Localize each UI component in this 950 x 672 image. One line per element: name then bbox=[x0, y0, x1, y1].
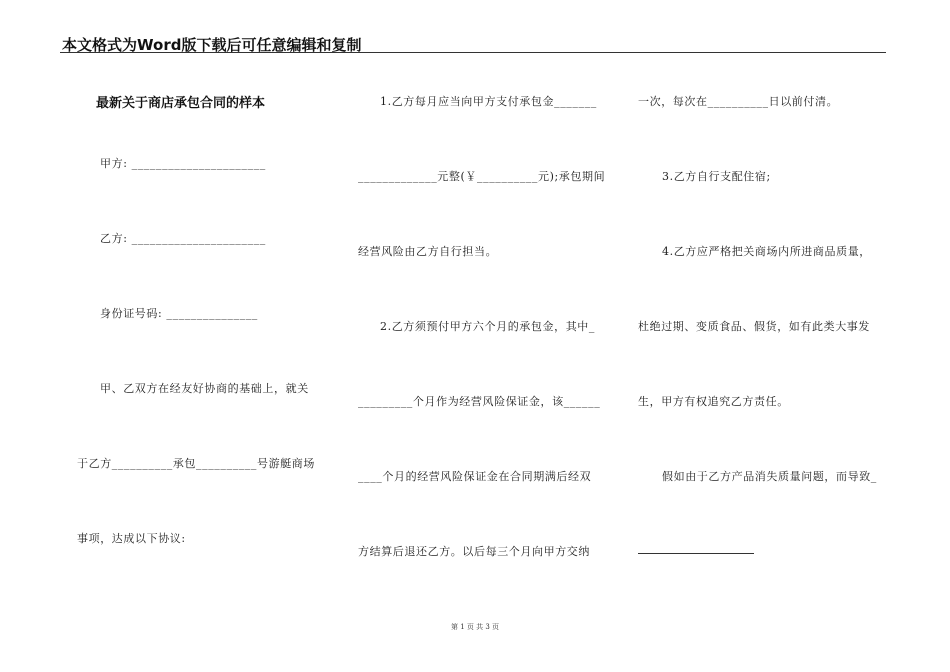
header-divider bbox=[60, 52, 886, 53]
clause-5-line-1: 假如由于乙方产品消失质量问题，而导致_ bbox=[662, 470, 877, 483]
id-number-line: 身份证号码: _______________ bbox=[100, 307, 258, 320]
clause-4-line-2: 杜绝过期、变质食品、假货，如有此类大事发 bbox=[638, 320, 870, 333]
party-b-line: 乙方: ______________________ bbox=[100, 232, 266, 245]
party-a-line: 甲方: ______________________ bbox=[100, 157, 266, 170]
page-footer: 第 1 页 共 3 页 bbox=[450, 623, 500, 631]
clause-2-line-3: ____个月的经营风险保证金在合同期满后经双 bbox=[358, 470, 592, 483]
preamble-line-2: 于乙方__________承包__________号游艇商场 bbox=[77, 457, 315, 470]
clause-2-line-5: 一次，每次在__________日以前付清。 bbox=[638, 95, 839, 108]
clause-2-line-2: _________个月作为经营风险保证金，该______ bbox=[358, 395, 601, 408]
clause-4-line-3: 生，甲方有权追究乙方责任。 bbox=[638, 395, 789, 408]
clause-1-line-1: 1.乙方每月应当向甲方支付承包金_______ bbox=[380, 95, 597, 108]
clause-1-line-3: 经营风险由乙方自行担当。 bbox=[358, 245, 498, 258]
clause-3-line: 3.乙方自行支配住宿; bbox=[662, 170, 771, 183]
preamble-line-3: 事项，达成以下协议: bbox=[77, 532, 186, 545]
document-title: 最新关于商店承包合同的样本 bbox=[96, 96, 266, 111]
clause-2-line-1: 2.乙方须预付甲方六个月的承包金，其中_ bbox=[380, 320, 595, 333]
clause-4-line-1: 4.乙方应严格把关商场内所进商品质量， bbox=[662, 245, 871, 258]
preamble-line-1: 甲、乙双方在经友好协商的基础上，就关 bbox=[100, 382, 309, 395]
clause-2-line-4: 方结算后退还乙方。以后每三个月向甲方交纳 bbox=[358, 545, 590, 558]
clause-1-line-2: _____________元整(￥__________元);承包期间 bbox=[358, 170, 606, 183]
document-header-title: 本文格式为Word版下载后可任意编辑和复制 bbox=[62, 36, 362, 54]
clause-5-blank bbox=[638, 553, 754, 554]
